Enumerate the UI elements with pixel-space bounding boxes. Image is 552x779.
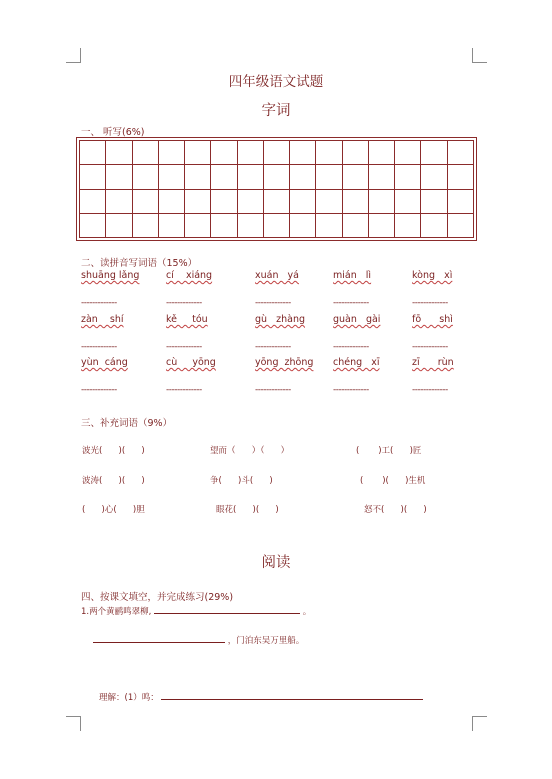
idiom-fill-item[interactable]: 怒不( )( ) <box>364 505 427 515</box>
grid-cell[interactable] <box>447 189 473 213</box>
grid-cell[interactable] <box>237 141 263 165</box>
grid-cell[interactable] <box>106 189 132 213</box>
grid-cell[interactable] <box>80 189 106 213</box>
idiom-fill-item[interactable]: 争( )斗( ) <box>210 476 273 486</box>
grid-cell[interactable] <box>290 165 316 189</box>
grid-cell[interactable] <box>290 213 316 237</box>
pinyin-word: mián lì <box>333 270 372 281</box>
grid-cell[interactable] <box>316 141 342 165</box>
grid-cell[interactable] <box>421 213 447 237</box>
grid-cell[interactable] <box>185 189 211 213</box>
answer-blank[interactable]: ------------- <box>255 385 291 395</box>
grid-cell[interactable] <box>316 165 342 189</box>
pinyin-word: kòng xì <box>412 270 453 281</box>
pinyin-word: kě tóu <box>166 314 208 325</box>
pinyin-word: chéng xī <box>333 357 380 368</box>
grid-cell[interactable] <box>290 141 316 165</box>
grid-cell[interactable] <box>80 141 106 165</box>
q2-label: 二、读拼音写词语（15%） <box>81 258 198 269</box>
pinyin-word: zàn shí <box>81 314 124 325</box>
grid-cell[interactable] <box>395 189 421 213</box>
idiom-fill-item[interactable]: 波光( )( ) <box>82 446 145 456</box>
grid-cell[interactable] <box>132 165 158 189</box>
grid-row <box>80 165 474 189</box>
grid-cell[interactable] <box>342 189 368 213</box>
pinyin-word: cí xiáng <box>166 270 213 281</box>
pinyin-word: gù zhàng <box>255 314 305 325</box>
grid-cell[interactable] <box>185 213 211 237</box>
pinyin-word: xuán yá <box>255 270 299 281</box>
idiom-fill-item[interactable]: 望而（ ）（ ） <box>210 446 290 456</box>
answer-blank[interactable]: ------------- <box>81 298 117 308</box>
answer-blank[interactable]: ------------- <box>333 298 369 308</box>
q4-line2-blank[interactable] <box>93 642 225 643</box>
grid-cell[interactable] <box>106 165 132 189</box>
grid-cell[interactable] <box>132 213 158 237</box>
answer-blank[interactable]: ------------- <box>412 385 448 395</box>
answer-blank[interactable]: ------------- <box>81 385 117 395</box>
q4-line1-blank[interactable] <box>154 613 300 614</box>
answer-blank[interactable]: ------------- <box>166 342 202 352</box>
q4-label: 四、按课文填空，并完成练习(29%) <box>81 592 234 603</box>
grid-cell[interactable] <box>263 213 289 237</box>
answer-blank[interactable]: ------------- <box>255 342 291 352</box>
grid-cell[interactable] <box>211 189 237 213</box>
grid-cell[interactable] <box>158 189 184 213</box>
crop-mark-top-right <box>472 48 487 63</box>
idiom-fill-item[interactable]: ( )工( )匠 <box>356 446 422 456</box>
idiom-fill-item[interactable]: 波涛( )( ) <box>82 476 145 486</box>
grid-cell[interactable] <box>237 165 263 189</box>
answer-blank[interactable]: ------------- <box>333 385 369 395</box>
grid-cell[interactable] <box>368 213 394 237</box>
answer-blank[interactable]: ------------- <box>412 342 448 352</box>
grid-cell[interactable] <box>447 141 473 165</box>
q4-line1-suffix: 。 <box>302 607 312 617</box>
grid-cell[interactable] <box>211 165 237 189</box>
crop-mark-bottom-right <box>472 716 487 731</box>
q4-line1 <box>81 605 311 617</box>
crop-mark-top-left <box>66 48 81 63</box>
grid-cell[interactable] <box>158 141 184 165</box>
grid-cell[interactable] <box>316 189 342 213</box>
page-title: 四年级语文试题 <box>228 74 324 90</box>
dictation-grid <box>76 137 477 241</box>
q1-label: 一、 听写(6%) <box>81 127 145 138</box>
q3-label: 三、补充词语（9%） <box>81 418 173 429</box>
grid-cell[interactable] <box>368 165 394 189</box>
grid-cell[interactable] <box>342 165 368 189</box>
grid-cell[interactable] <box>132 141 158 165</box>
grid-cell[interactable] <box>106 141 132 165</box>
grid-cell[interactable] <box>290 189 316 213</box>
grid-row <box>80 141 474 165</box>
grid-cell[interactable] <box>342 141 368 165</box>
grid-cell[interactable] <box>237 213 263 237</box>
grid-cell[interactable] <box>421 141 447 165</box>
grid-cell[interactable] <box>395 213 421 237</box>
q4-line2 <box>93 634 304 646</box>
grid-cell[interactable] <box>421 165 447 189</box>
pinyin-word: shuāng lǎng <box>81 270 140 281</box>
grid-cell[interactable] <box>237 189 263 213</box>
pinyin-word: guàn gài <box>333 314 381 325</box>
section-heading-reading: 阅读 <box>261 555 291 571</box>
idiom-fill-item[interactable]: 眼花( )( ) <box>216 505 279 515</box>
grid-cell[interactable] <box>211 141 237 165</box>
grid-cell[interactable] <box>185 141 211 165</box>
grid-cell[interactable] <box>395 165 421 189</box>
pinyin-word: yōng zhōng <box>255 357 314 368</box>
answer-blank[interactable]: ------------- <box>81 342 117 352</box>
pinyin-word: yùn cáng <box>81 357 128 368</box>
grid-row <box>80 213 474 237</box>
grid-cell[interactable] <box>368 189 394 213</box>
grid-cell[interactable] <box>106 213 132 237</box>
crop-mark-bottom-left <box>66 716 81 731</box>
answer-blank[interactable]: ------------- <box>412 298 448 308</box>
pinyin-word: fō shì <box>412 314 453 325</box>
grid-cell[interactable] <box>447 165 473 189</box>
q4-line3-blank[interactable] <box>161 699 423 700</box>
grid-cell[interactable] <box>211 213 237 237</box>
grid-cell[interactable] <box>263 189 289 213</box>
answer-blank[interactable]: ------------- <box>166 385 202 395</box>
grid-row <box>80 189 474 213</box>
section-heading-words: 字词 <box>261 103 291 119</box>
q4-line1-prefix: 1.两个黄鹂鸣翠柳, <box>81 607 152 617</box>
grid-cell[interactable] <box>185 165 211 189</box>
grid-cell[interactable] <box>263 141 289 165</box>
grid-cell[interactable] <box>158 165 184 189</box>
grid-cell[interactable] <box>263 165 289 189</box>
grid-cell[interactable] <box>80 213 106 237</box>
q4-line2-suffix: ，门泊东吴万里船。 <box>227 636 305 646</box>
pinyin-word: zī rùn <box>412 357 454 368</box>
idiom-fill-item[interactable]: ( )( )生机 <box>360 476 426 486</box>
grid-cell[interactable] <box>342 213 368 237</box>
grid-cell[interactable] <box>158 213 184 237</box>
grid-cell[interactable] <box>421 189 447 213</box>
q4-line3-prefix: 理解：(1）鸣： <box>99 693 159 703</box>
q4-line3 <box>99 691 423 703</box>
answer-blank[interactable]: ------------- <box>333 342 369 352</box>
idiom-fill-item[interactable]: ( )心( )胆 <box>82 505 145 515</box>
grid-cell[interactable] <box>132 189 158 213</box>
pinyin-word: cù yōng <box>166 357 216 368</box>
answer-blank[interactable]: ------------- <box>255 298 291 308</box>
grid-cell[interactable] <box>395 141 421 165</box>
dictation-grid-table <box>79 140 474 238</box>
answer-blank[interactable]: ------------- <box>166 298 202 308</box>
grid-cell[interactable] <box>316 213 342 237</box>
grid-cell[interactable] <box>447 213 473 237</box>
grid-cell[interactable] <box>368 141 394 165</box>
grid-cell[interactable] <box>80 165 106 189</box>
